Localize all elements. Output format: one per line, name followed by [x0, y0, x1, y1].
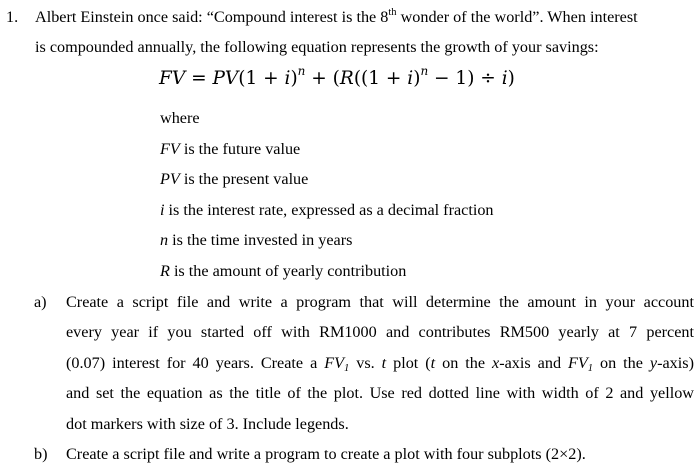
compound-interest-equation: [159, 66, 579, 92]
definition-text: is the amount of yearly contribution: [169, 262, 407, 280]
eq-close2: ): [413, 68, 421, 89]
eq-minus: − 1) ÷: [428, 68, 502, 89]
part-a-line-1: Create a script file and write a program that will determine the amount in your account: [66, 293, 694, 311]
definition-n: [160, 230, 352, 250]
text-run: FV: [324, 354, 345, 372]
intro-line-2: is compounded annually, the following equation represents the growth of your savings:: [35, 38, 599, 56]
eq-fv: FV: [159, 68, 186, 89]
text-run: FV: [568, 354, 588, 372]
intro-text-b: wonder of the world”. When interest: [396, 8, 638, 26]
part-a-label: a): [34, 293, 47, 311]
eq-pv: PV: [212, 68, 239, 89]
definition-pv: [160, 169, 308, 189]
part-b-line-1: Create a script file and write a program to create a plot with four subplots (2×2).: [66, 445, 586, 463]
part-a-line-4: and set the equation as the title of the plot. Use red dotted line with width of 2 and yellow: [66, 384, 694, 402]
definition-fv: [160, 139, 300, 159]
text-run: 1: [587, 363, 594, 374]
part-a-line-5: dot markers with size of 3. Include legends.: [66, 415, 349, 433]
ordinal-suffix: th: [388, 7, 397, 18]
question-number: 1.: [6, 8, 19, 26]
text-run: t: [381, 354, 387, 372]
eq-i2: i: [407, 68, 414, 89]
eq-close1: ): [290, 68, 298, 89]
where-label: where: [160, 109, 200, 127]
definition-symbol: R: [160, 262, 170, 280]
definition-text: is the time invested in years: [168, 231, 353, 249]
part-a-line-3: [66, 353, 694, 373]
eq-i1: i: [284, 68, 291, 89]
eq-i3: i: [501, 68, 508, 89]
text-run: y: [649, 354, 658, 372]
eq-plus: + (: [305, 68, 340, 89]
eq-exp2: n: [420, 64, 429, 78]
eq-r: R: [339, 68, 354, 89]
eq-equals: =: [185, 68, 213, 89]
definition-i: [160, 200, 494, 220]
text-run: t: [430, 354, 436, 372]
text-run: x: [492, 354, 500, 372]
definition-r: [160, 261, 406, 281]
text-run: plot (: [386, 354, 431, 372]
eq-open1: (1 +: [238, 68, 285, 89]
intro-text-a: Albert Einstein once said: “Compound interest is the 8: [35, 8, 389, 26]
text-run: on the: [435, 354, 493, 372]
text-run: -axis): [657, 354, 694, 372]
eq-open2: ((1 +: [353, 68, 408, 89]
part-b-label: b): [34, 445, 48, 463]
text-run: on the: [593, 354, 650, 372]
definition-symbol: i: [160, 201, 165, 219]
definition-symbol: n: [160, 231, 169, 249]
definition-text: is the future value: [179, 140, 301, 158]
intro-line-1: [35, 7, 638, 27]
eq-close3: ): [507, 68, 515, 89]
definition-symbol: FV: [160, 140, 180, 158]
text-run: vs.: [349, 354, 382, 372]
definition-symbol: PV: [160, 170, 180, 188]
definition-text: is the interest rate, expressed as a decimal fraction: [164, 201, 494, 219]
part-a-line-2: every year if you started off with RM1000 and contributes RM500 yearly at 7 percent: [66, 323, 694, 341]
eq-exp1: n: [297, 64, 306, 78]
definition-text: is the present value: [179, 170, 309, 188]
text-run: -axis and: [499, 354, 569, 372]
text-run: 1: [344, 363, 350, 374]
text-run: (0.07) interest for 40 years. Create a: [66, 354, 325, 372]
